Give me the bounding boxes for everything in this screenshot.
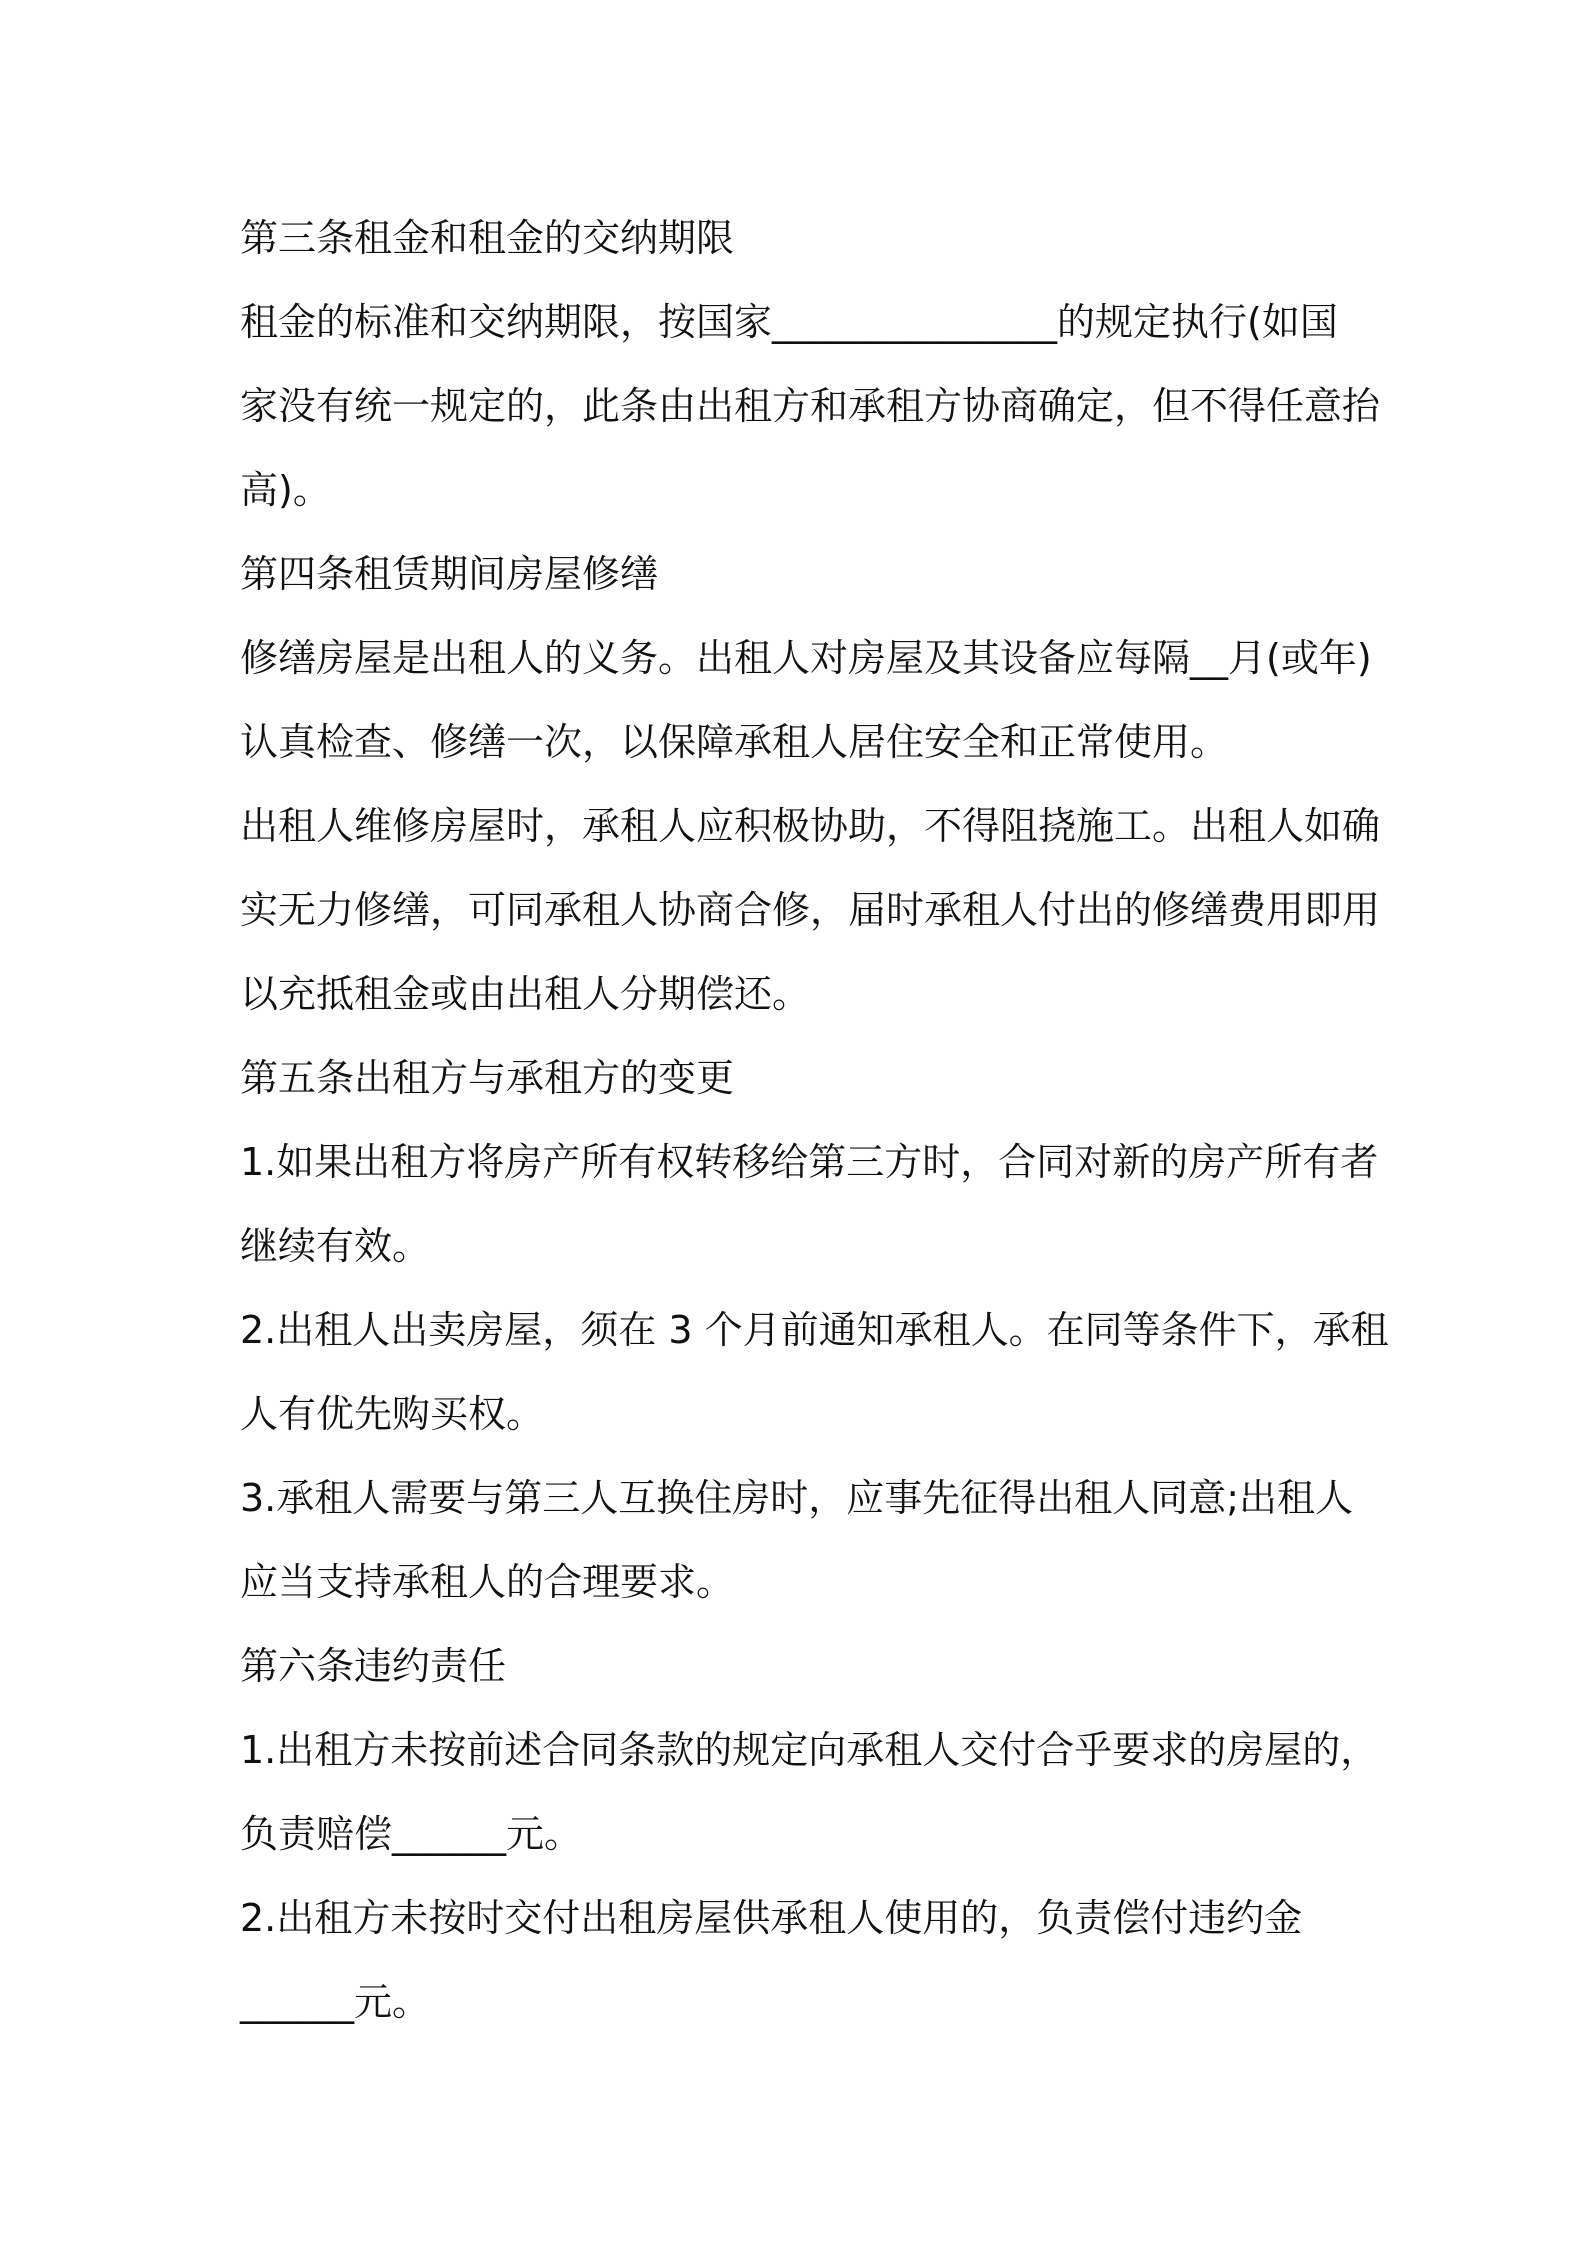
document-page [240, 196, 1389, 2044]
text-line: 修缮房屋是出租人的义务。出租人对房屋及其设备应每隔__月(或年) [240, 636, 1372, 680]
article-5-heading: 第五条出租方与承租方的变更 [240, 1056, 735, 1100]
text-line: 认真检查、修缮一次，以保障承租人居住安全和正常使用。 [240, 720, 1229, 764]
text-line: 2.出租人出卖房屋，须在 3 个月前通知承租人。在同等条件下，承租 [240, 1308, 1389, 1352]
text-line: 出租人维修房屋时，承租人应积极协助，不得阻挠施工。出租人如确 [240, 804, 1381, 848]
text-line: 人有优先购买权。 [240, 1392, 545, 1436]
article-6-heading: 第六条违约责任 [240, 1644, 507, 1688]
text-line: 家没有统一规定的，此条由出租方和承租方协商确定，但不得任意抬 [240, 384, 1381, 428]
text-line: 以充抵租金或由出租人分期偿还。 [240, 972, 811, 1016]
text-line: 应当支持承租人的合理要求。 [240, 1560, 735, 1604]
text-line: 继续有效。 [240, 1224, 431, 1268]
text-line: 1.出租方未按前述合同条款的规定向承租人交付合乎要求的房屋的， [240, 1728, 1379, 1772]
text-line: ______元。 [240, 1980, 431, 2024]
text-line: 高)。 [240, 468, 331, 512]
text-line: 实无力修缮，可同承租人协商合修，届时承租人付出的修缮费用即用 [240, 888, 1381, 932]
article-4-heading: 第四条租赁期间房屋修缮 [240, 552, 659, 596]
article-3-heading: 第三条租金和租金的交纳期限 [240, 216, 735, 260]
text-line: 租金的标准和交纳期限，按国家_______________的规定执行(如国 [240, 300, 1338, 344]
text-line: 负责赔偿______元。 [240, 1812, 583, 1856]
text-line: 3.承租人需要与第三人互换住房时，应事先征得出租人同意;出租人 [240, 1476, 1354, 1520]
text-line: 1.如果出租方将房产所有权转移给第三方时，合同对新的房产所有者 [240, 1140, 1379, 1184]
text-line: 2.出租方未按时交付出租房屋供承租人使用的，负责偿付违约金 [240, 1896, 1303, 1940]
